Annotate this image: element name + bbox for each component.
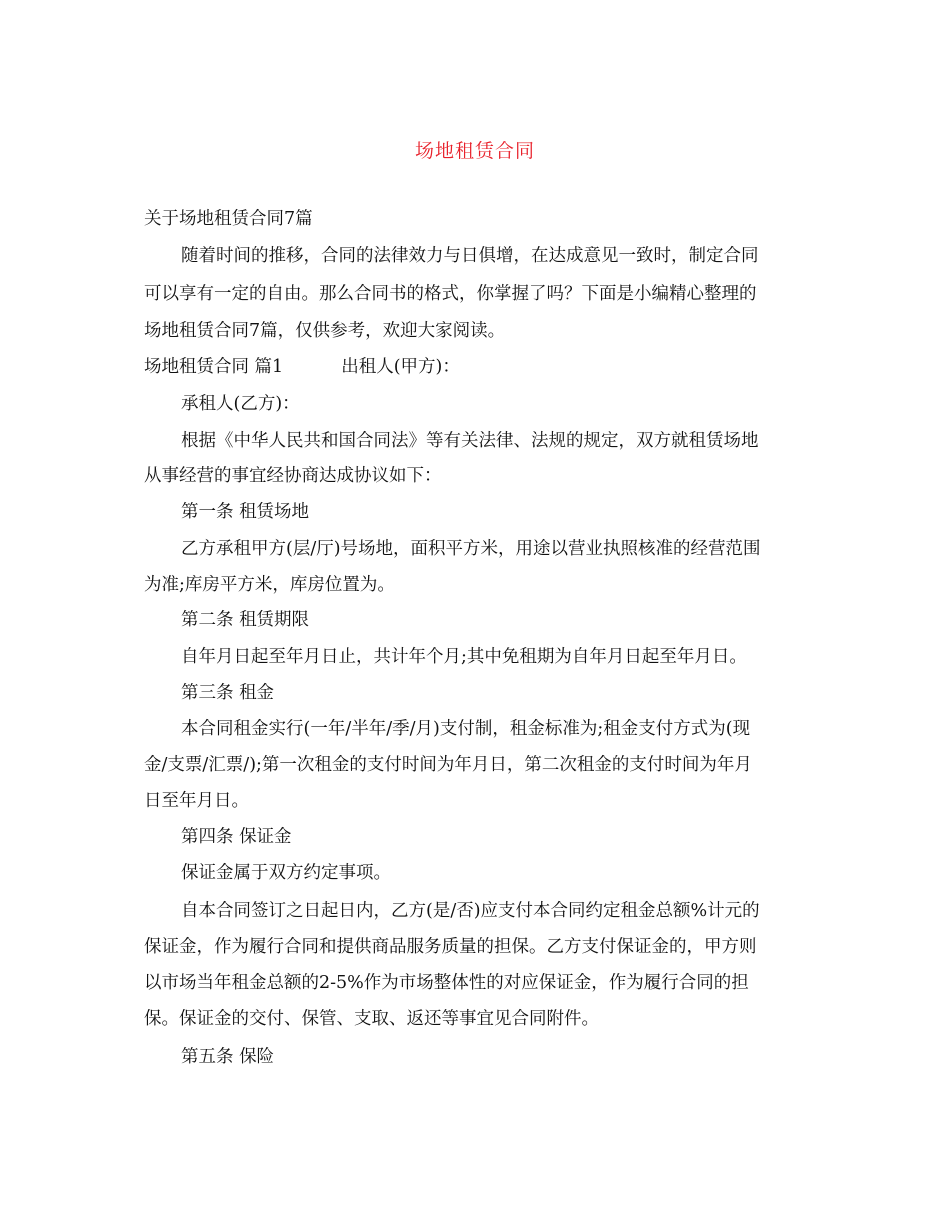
paragraph-line: 场地租赁合同7篇，仅供参考，欢迎大家阅读。 bbox=[144, 321, 506, 341]
section-heading: 场地租赁合同 篇1 bbox=[144, 357, 284, 377]
article-heading: 第一条 租赁场地 bbox=[181, 502, 310, 522]
paragraph-line: 为准;库房平方米，库房位置为。 bbox=[144, 575, 395, 595]
intro-heading: 关于场地租赁合同7篇 bbox=[144, 209, 313, 229]
paragraph-line: 从事经营的事宜经协商达成协议如下： bbox=[144, 466, 442, 486]
paragraph-line: 以市场当年租金总额的2-5%作为市场整体性的对应保证金，作为履行合同的担 bbox=[144, 973, 749, 993]
paragraph-line: 保证金，作为履行合同和提供商品服务质量的担保。乙方支付保证金的，甲方则 bbox=[144, 937, 757, 957]
paragraph-line: 自年月日起至年月日止，共计年个月;其中免租期为自年月日起至年月日。 bbox=[181, 647, 747, 667]
lessor-label: 出租人(甲方)： bbox=[341, 357, 460, 377]
document-title: 场地租赁合同 bbox=[414, 140, 535, 162]
paragraph-line: 随着时间的推移，合同的法律效力与日俱增，在达成意见一致时，制定合同 bbox=[181, 246, 759, 266]
paragraph-line: 保。保证金的交付、保管、支取、返还等事宜见合同附件。 bbox=[144, 1009, 599, 1029]
article-heading: 第三条 租金 bbox=[181, 683, 275, 703]
paragraph-line: 自本合同签订之日起日内，乙方(是/否)应支付本合同约定租金总额%计元的 bbox=[181, 901, 760, 921]
article-heading: 第四条 保证金 bbox=[181, 827, 292, 847]
paragraph-line: 金/支票/汇票/);第一次租金的支付时间为年月日，第二次租金的支付时间为年月 bbox=[144, 755, 752, 775]
paragraph-line: 本合同租金实行(一年/半年/季/月)支付制，租金标准为;租金支付方式为(现 bbox=[181, 719, 751, 739]
article-heading: 第五条 保险 bbox=[181, 1047, 275, 1067]
paragraph-line: 乙方承租甲方(层/厅)号场地，面积平方米，用途以营业执照核准的经营范围 bbox=[181, 539, 761, 559]
lessee-label: 承租人(乙方)： bbox=[181, 394, 300, 414]
paragraph-line: 保证金属于双方约定事项。 bbox=[181, 863, 391, 883]
paragraph-line: 日至年月日。 bbox=[144, 791, 249, 811]
paragraph-line: 根据《中华人民共和国合同法》等有关法律、法规的规定，双方就租赁场地 bbox=[181, 431, 759, 451]
section-heading-line bbox=[144, 356, 814, 378]
paragraph-line: 可以享有一定的自由。那么合同书的格式，你掌握了吗？下面是小编精心整理的 bbox=[144, 284, 757, 304]
article-heading: 第二条 租赁期限 bbox=[181, 610, 310, 630]
